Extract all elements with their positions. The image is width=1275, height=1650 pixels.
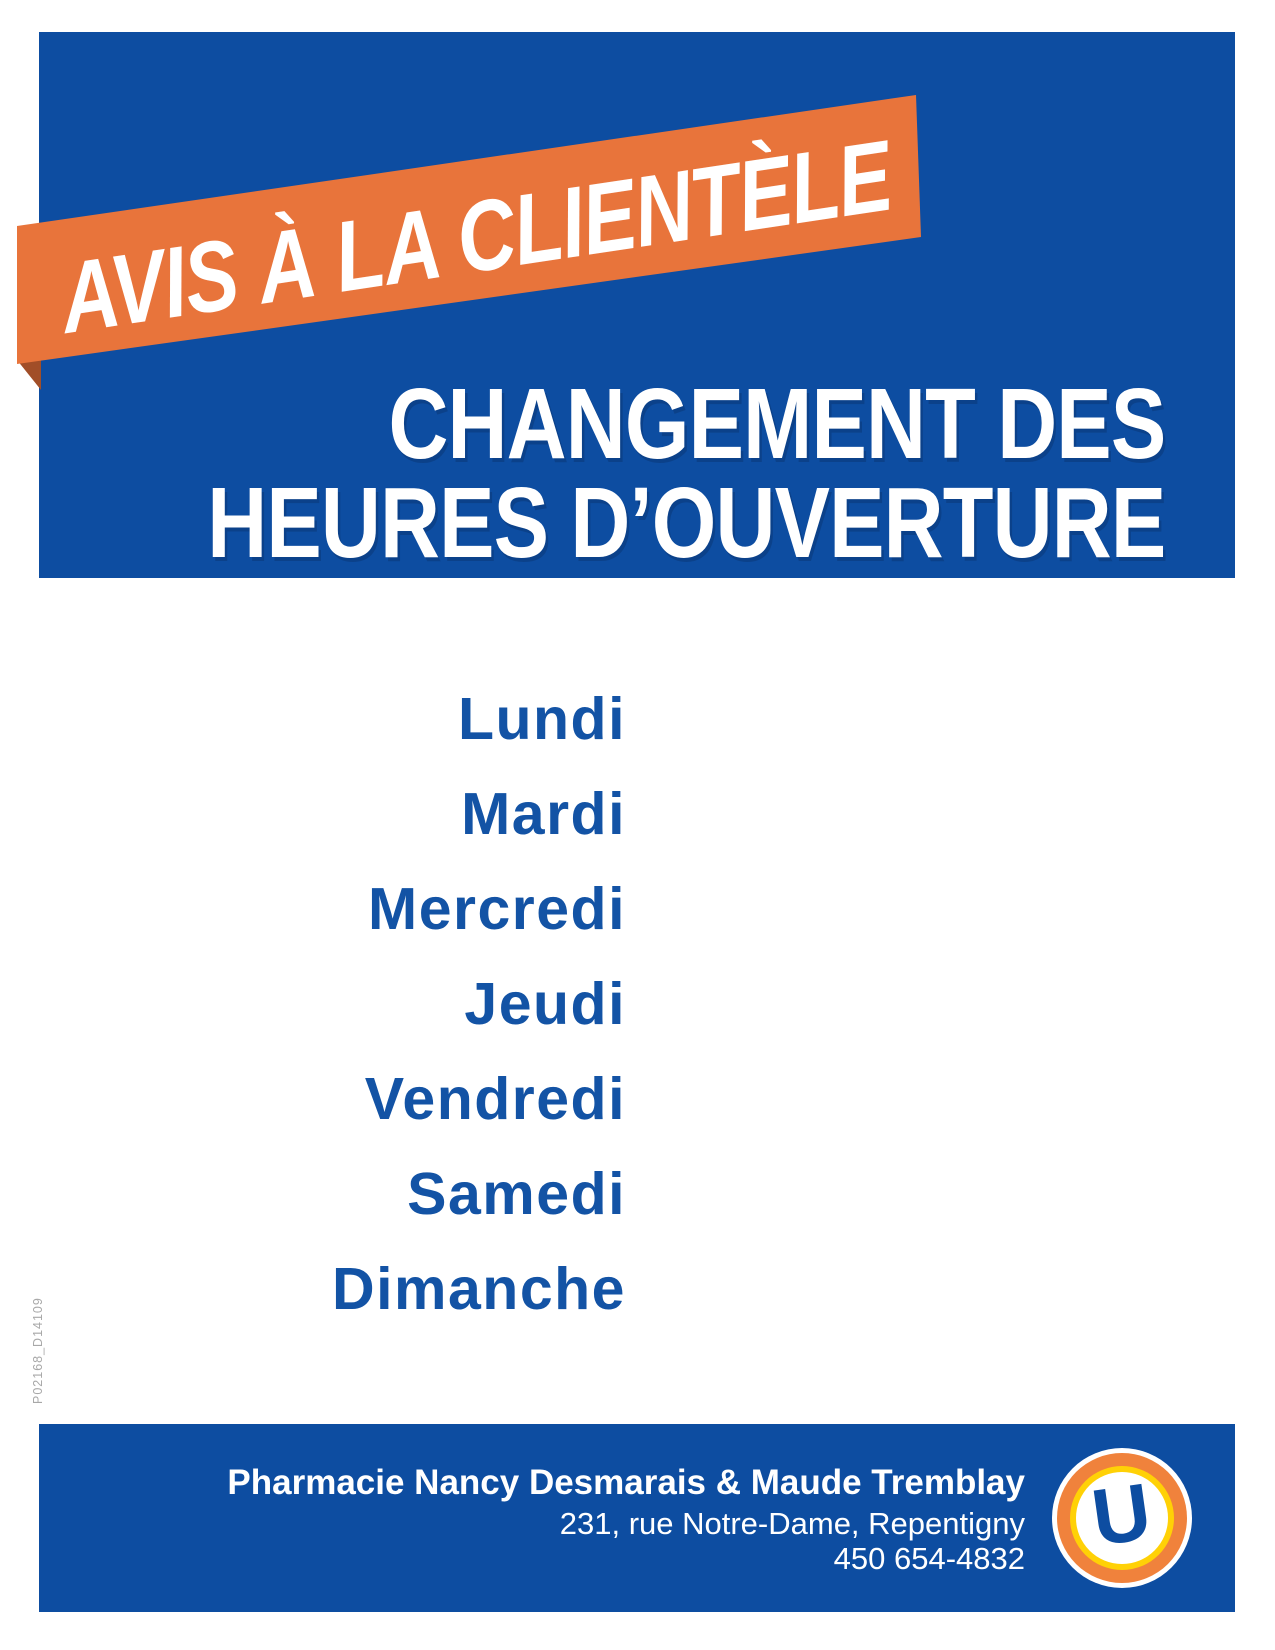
- uniprix-logo-icon: [1052, 1448, 1192, 1588]
- footer-bar: [39, 1424, 1235, 1612]
- page-title-line2: HEURES D’OUVERTURE: [206, 467, 1165, 579]
- page-title-line1: CHANGEMENT DES: [388, 368, 1166, 480]
- print-code: P02168_D14109: [31, 1297, 45, 1404]
- weekday-item: Vendredi: [364, 1066, 626, 1132]
- weekday-item: Lundi: [457, 686, 626, 752]
- weekday-item: Jeudi: [464, 971, 626, 1037]
- weekday-item: Samedi: [407, 1161, 626, 1227]
- weekday-item: Dimanche: [332, 1256, 626, 1322]
- logo-white-disc: [1076, 1466, 1168, 1564]
- logo-yellow-ring: [1070, 1466, 1174, 1570]
- page-title: [11, 368, 1166, 579]
- logo-orange-ring: [1057, 1453, 1187, 1583]
- logo-u-letter: U: [1086, 1466, 1157, 1563]
- pharmacy-address: 231, rue Notre-Dame, Repentigny: [559, 1506, 1025, 1541]
- footer-contact-block: [227, 1460, 1025, 1576]
- weekday-item: Mardi: [461, 781, 626, 847]
- ribbon-label-text: AVIS À LA CLIENTÈLE: [52, 119, 899, 355]
- weekday-list: [0, 672, 626, 1337]
- pharmacy-name: Pharmacie Nancy Desmarais & Maude Tremblay: [227, 1463, 1025, 1502]
- weekday-item: Mercredi: [368, 876, 626, 942]
- pharmacy-phone: 450 654-4832: [833, 1541, 1025, 1576]
